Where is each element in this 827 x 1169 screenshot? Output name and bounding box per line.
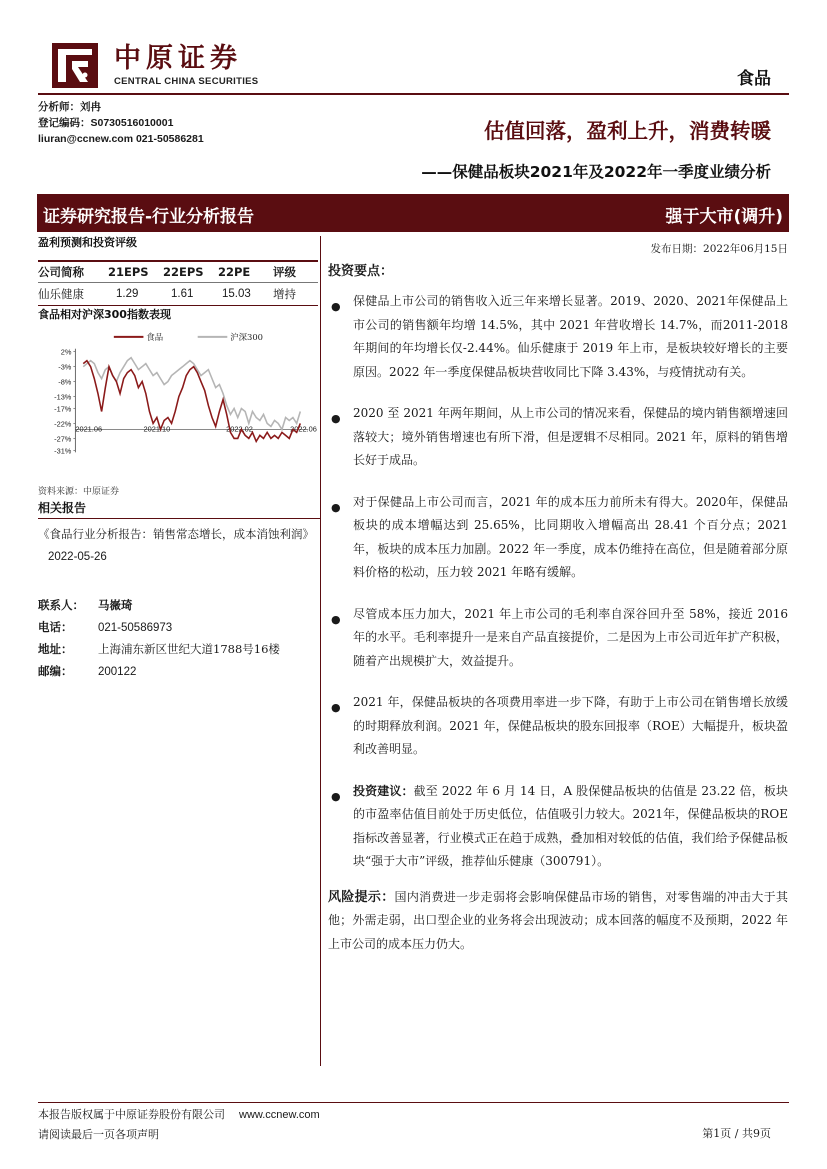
list-item-text: 对于保健品上市公司而言，2021 年的成本压力前所未有得大。2020年，保健品板块的成本增幅达到 25.65%，比同期收入增幅高出 28.41 个百分点；2021 年，板块的成本压力加剧。2022 年一季度，成本仍维持在高位，但是随着部分原料价格的松动，压力较 2021 年略有缓解。 <box>353 494 788 579</box>
bullet-icon: ● <box>331 412 341 425</box>
header-divider <box>38 93 789 95</box>
related-report-date: 2022-05-26 <box>48 551 107 563</box>
y-tick-label: -3% <box>58 362 72 372</box>
contact-phone-row <box>38 616 280 638</box>
contact-info <box>38 594 280 682</box>
risk-warning <box>328 886 788 957</box>
sector-label: 食品 <box>737 69 771 89</box>
left-column <box>38 234 318 678</box>
table-cell: 1.61 <box>163 283 218 306</box>
table-header: 评级 <box>273 261 318 283</box>
right-column <box>328 240 788 956</box>
forecast-header-row <box>38 261 318 283</box>
relative-performance-chart <box>38 306 318 456</box>
list-item <box>328 290 788 384</box>
y-tick-label: -8% <box>58 377 72 387</box>
list-item-text: 2021 年，保健品板块的各项费用率进一步下降，有助于上市公司在销售增长放缓的时期释放利润。2021 年，保健品板块的股东回报率（ROE）大幅提升，板块盈利改善明显。 <box>353 695 788 756</box>
x-tick-label: 2021.10 <box>143 424 171 434</box>
report-title: 估值回落，盈利上升，消费转暖 <box>484 119 771 143</box>
advice-label: 投资建议： <box>353 783 414 798</box>
y-tick-label: -22% <box>54 419 72 429</box>
risk-label: 风险提示： <box>328 889 395 905</box>
list-item <box>328 491 788 585</box>
table-header: 21EPS <box>108 261 163 283</box>
table-header: 22EPS <box>163 261 218 283</box>
contact-person: 马嶶琦 <box>98 598 133 612</box>
contact-person-row <box>38 594 280 616</box>
contact-zip-row <box>38 660 280 682</box>
report-subtitle: ——保健品板块2021年及2022年一季度业绩分析 <box>421 163 771 181</box>
contact-address-label: 地址： <box>38 642 73 656</box>
list-item <box>328 691 788 762</box>
footer-left <box>38 1105 320 1145</box>
contact-zip: 200122 <box>98 666 137 678</box>
logo-cn-text: 中原证券 <box>114 43 242 74</box>
contact-person-label: 联系人： <box>38 598 84 612</box>
report-type: 证券研究报告-行业分析报告 <box>43 207 255 227</box>
list-item <box>328 780 788 874</box>
bullet-icon: ● <box>331 500 341 514</box>
advice-text: 截至 2022 年 6 月 14 日，A 股保健品板块的估值是 23.22 倍，板块的市盈率估值目前处于历史低位，估值吸引力较大。2021年，保健品板块的ROE指标改善显著，行业模式正在趋于成熟，叠加相对较低的估值，我们给予保健品板块“强于大市”评级，推荐仙乐健康（300791）。 <box>353 783 788 868</box>
analyst-reg-label: 登记编码： <box>38 117 91 129</box>
list-item-text: 保健品上市公司的销售收入近三年来增长显著。2019、2020、2021年保健品上市公司的销售额年均增 14.5%，其中 2021 年营收增长 14.7%，而2011-2018年期间的年均增长仅-2.44%。仙乐健康于 2019 年上市，是板块较好增长的主要原因。2022 年一季度保健品板块营收同比下降 3.43%，与疫情扰动有关。 <box>353 294 788 379</box>
table-cell: 15.03 <box>218 283 273 306</box>
y-tick-label: -13% <box>54 392 72 402</box>
y-tick-label: -17% <box>54 404 72 414</box>
bullet-icon: ● <box>331 789 341 803</box>
analyst-reg-code: S0730516010001 <box>90 117 174 129</box>
forecast-table <box>38 260 318 306</box>
chart-source: 资料来源：中原证券 <box>38 487 120 497</box>
contact-address: 上海浦东新区世纪大道1788号16楼 <box>98 642 280 656</box>
table-cell: 仙乐健康 <box>38 283 108 306</box>
page-number: 第1页 / 共9页 <box>702 1127 771 1140</box>
legend-label-food: 食品 <box>146 331 164 342</box>
analyst-reg <box>38 115 204 131</box>
y-tick-label: -31% <box>54 446 72 456</box>
related-report-link[interactable] <box>38 523 320 568</box>
analyst-contact: liuran@ccnew.com 021-50586281 <box>38 133 204 145</box>
investment-points-title: 投资要点： <box>328 264 394 279</box>
table-header: 公司简称 <box>38 261 108 283</box>
contact-phone-label: 电话： <box>38 620 73 634</box>
analyst-name: 分析师：刘冉 <box>38 101 101 113</box>
chart-title: 食品相对沪深300指数表现 <box>38 308 171 321</box>
bullet-icon: ● <box>331 701 341 714</box>
forecast-title: 盈利预测和投资评级 <box>38 236 137 249</box>
footer-copyright: 本报告版权属于中原证券股份有限公司 <box>38 1108 225 1121</box>
footer-copyright-row <box>38 1105 320 1125</box>
risk-text: 国内消费进一步走弱将会影响保健品市场的销售，对零售端的冲击大于其他；外需走弱，出口型企业的业务将会出现波动；成本回落的幅度不及预期，2022 年上市公司的成本压力仍大。 <box>328 889 788 951</box>
y-tick-label: 2% <box>60 347 72 357</box>
chart-svg <box>38 328 317 476</box>
contact-phone: 021-50586973 <box>98 622 173 634</box>
list-item-text: 尽管成本压力加大，2021 年上市公司的毛利率自深谷回升至 58%，接近 2016 年的水平。毛利率提升一是来自产品直接提价，二是因为上市公司近年扩产积极，随着产出规模扩大，效益提升。 <box>353 606 788 668</box>
report-type-band <box>37 194 789 232</box>
logo-en-text: CENTRAL CHINA SECURITIES <box>114 76 259 87</box>
column-divider <box>320 236 321 1066</box>
contact-zip-label: 邮编： <box>38 664 73 678</box>
company-logo <box>52 43 267 88</box>
analyst-info <box>38 99 204 147</box>
list-item <box>328 402 788 473</box>
bullet-icon: ● <box>331 612 341 626</box>
related-report-text: 《食品行业分析报告：销售常态增长，成本消蚀利润》 <box>38 527 314 541</box>
table-header: 22PE <box>218 261 273 283</box>
contact-address-row <box>38 638 280 660</box>
rating-label: 强于大市(调升) <box>665 207 783 227</box>
footer-website-link[interactable]: www.ccnew.com <box>239 1109 320 1121</box>
table-row <box>38 283 318 306</box>
related-title: 相关报告 <box>38 499 320 519</box>
footer-disclaimer: 请阅读最后一页各项声明 <box>38 1128 159 1141</box>
x-tick-label: 2022.06 <box>290 424 317 434</box>
list-item <box>328 603 788 674</box>
logo-mark-icon <box>52 43 98 88</box>
x-tick-label: 2022.02 <box>226 424 253 434</box>
footer-divider <box>38 1102 789 1103</box>
bullet-icon: ● <box>331 300 341 313</box>
y-tick-label: -27% <box>54 434 72 444</box>
publish-date: 发布日期：2022年06月15日 <box>650 243 788 255</box>
table-cell: 1.29 <box>108 283 163 306</box>
table-cell: 增持 <box>273 283 318 306</box>
x-tick-label: 2021.06 <box>75 424 103 434</box>
investment-points-list <box>328 290 788 874</box>
list-item-text: 2020 至 2021 年两年期间，从上市公司的情况来看，保健品的境内销售额增速回落较大；境外销售增速也有所下滑，但是逻辑不尽相同。2021 年，原料的销售增长好于成品。 <box>353 406 788 467</box>
related-reports <box>38 499 320 568</box>
legend-label-hs300: 沪深300 <box>230 331 264 342</box>
